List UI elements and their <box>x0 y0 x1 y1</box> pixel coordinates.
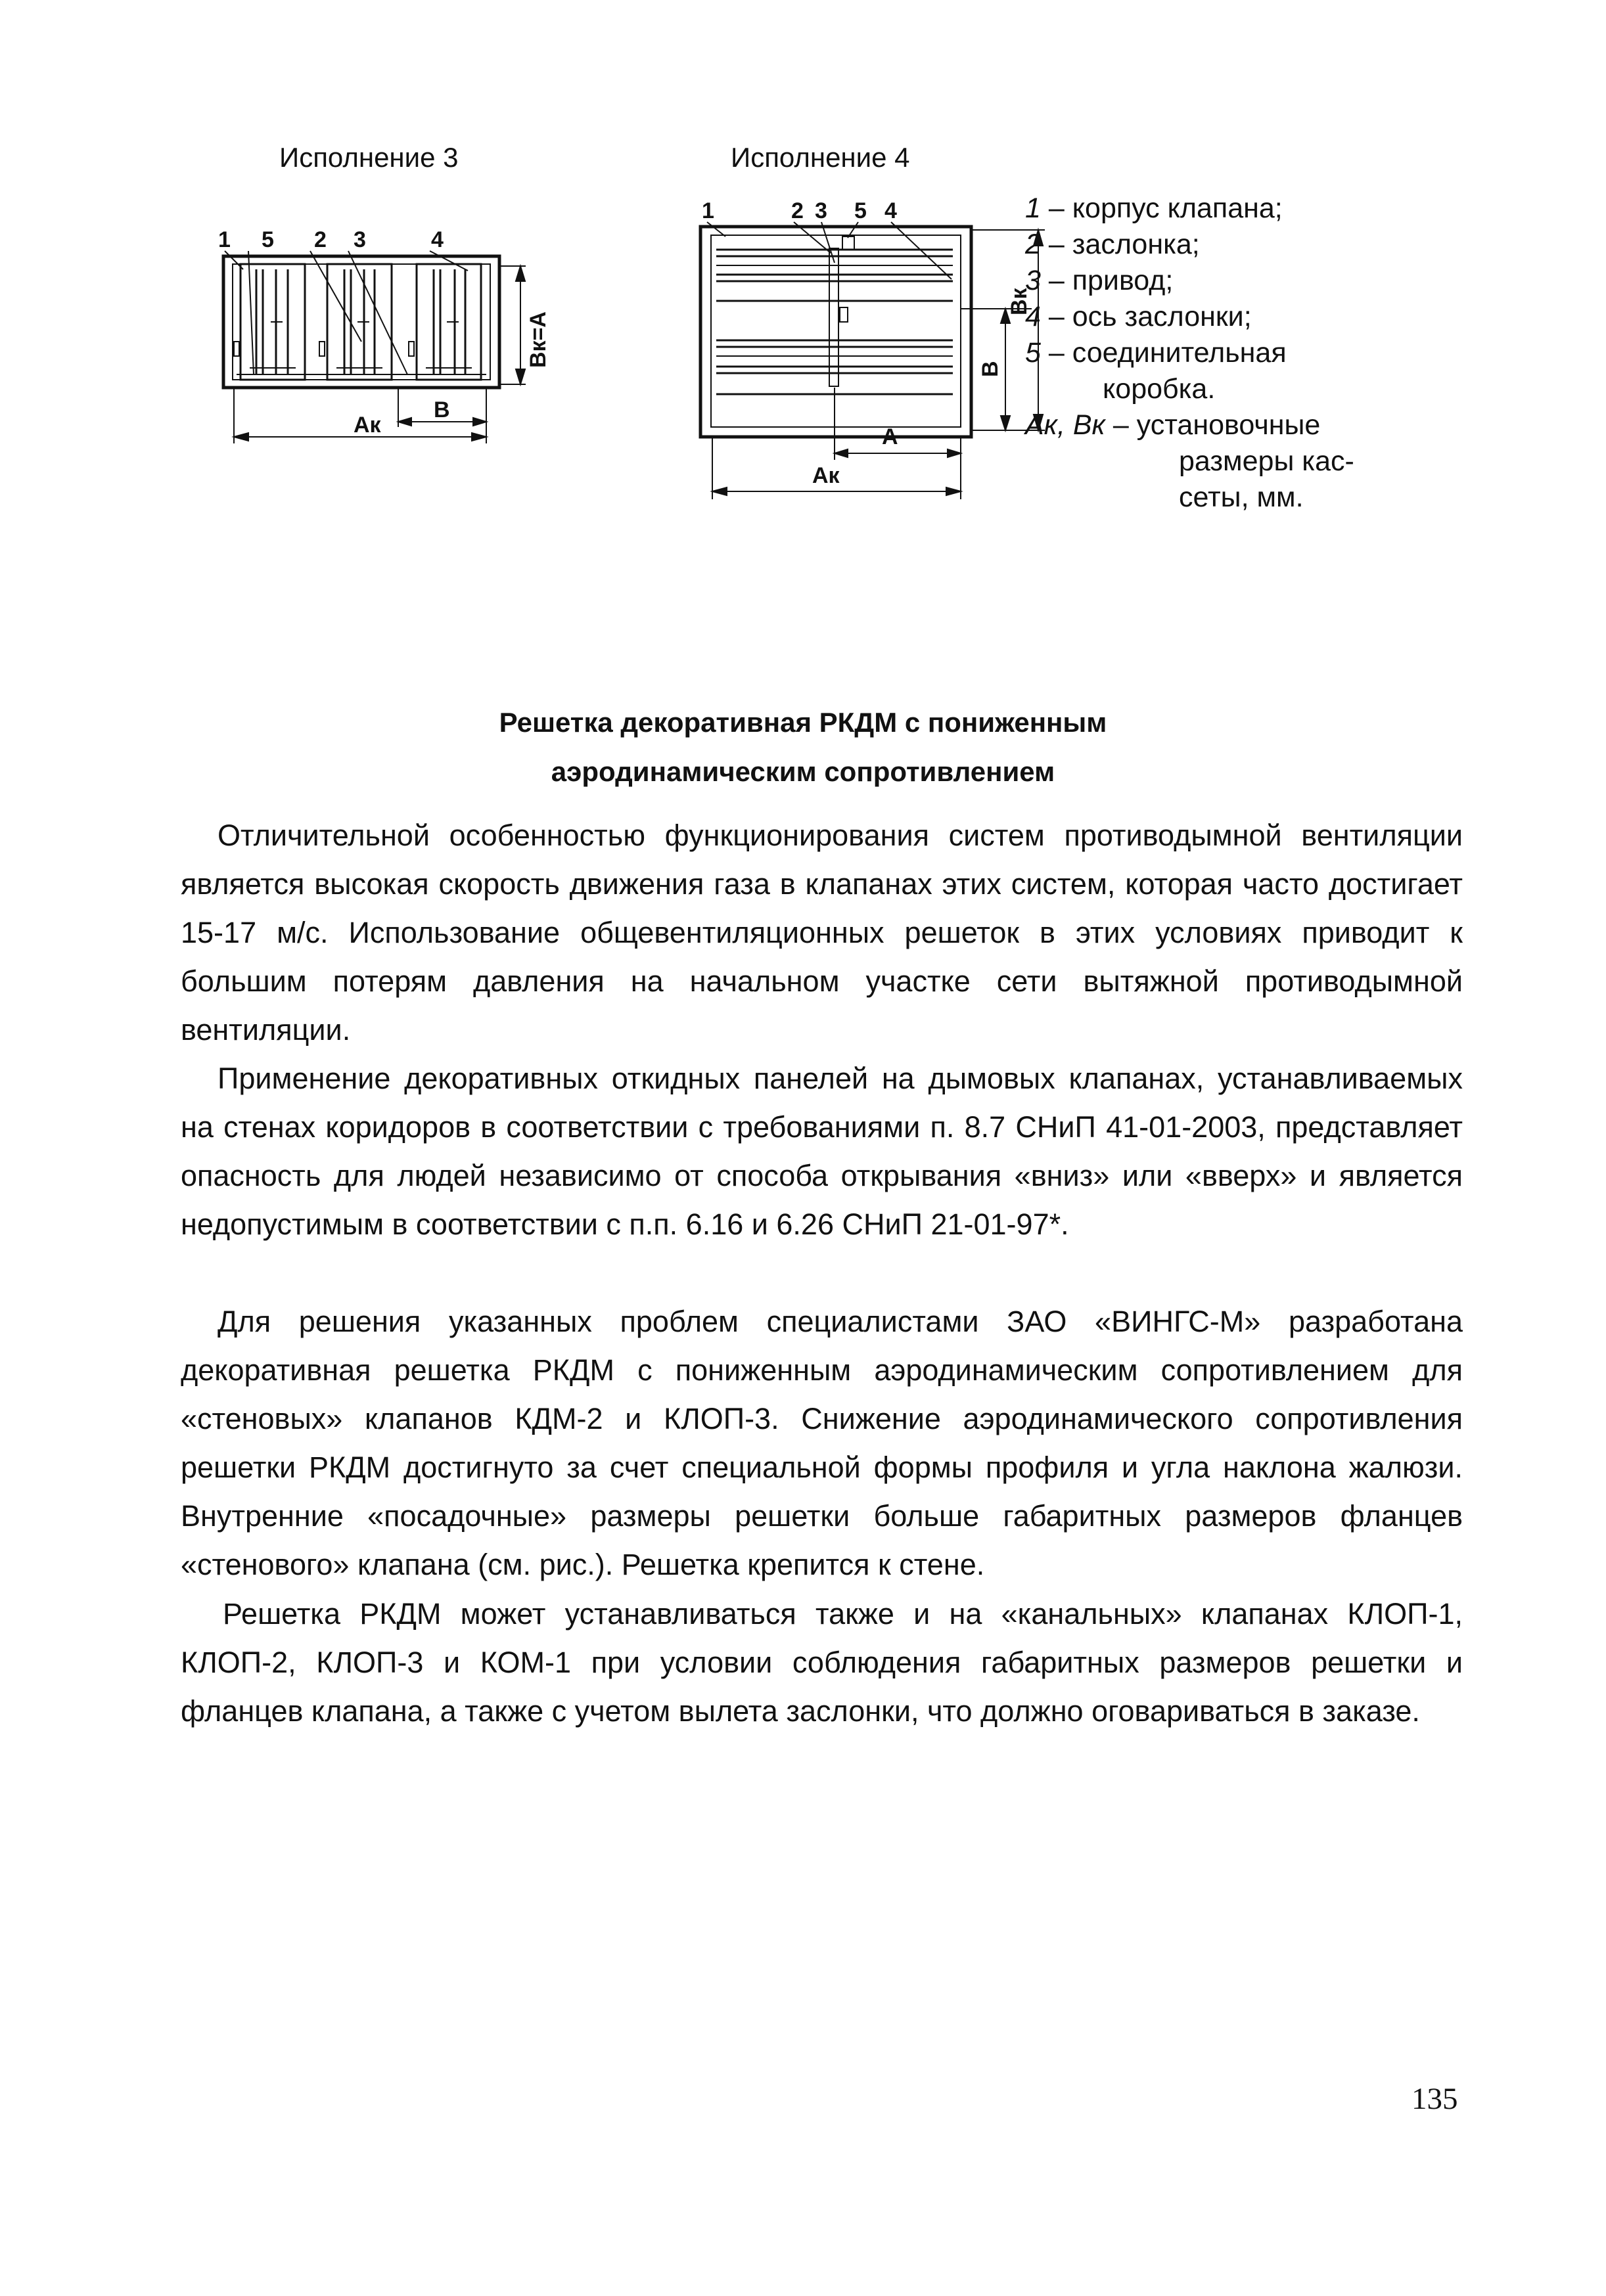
section-heading-line: аэродинамическим сопротивлением <box>551 756 1055 787</box>
callout: 5 <box>854 198 867 223</box>
figure-4-caption: Исполнение 4 <box>731 142 910 173</box>
section-heading <box>0 698 1606 796</box>
callout: 4 <box>884 198 897 223</box>
dim-ak: Ак <box>354 413 381 438</box>
page-number: 135 <box>1411 2082 1458 2116</box>
legend-item: 4 – ось заслонки; <box>1025 301 1252 332</box>
figure-variant-4-drawing <box>690 191 1058 506</box>
figure-variant-3 <box>210 210 552 453</box>
callout: 3 <box>354 227 366 252</box>
body-paragraph: Отличительной особенностью функционирования систем противодымной вентиляции является высокая скорость движения газа в клапанах этих систем, которая часто достигает 15-17 м/с. Использование общевентиляционных решеток в этих условиях приводит к большим потерям давления на начальном участке сети вытяжной противодымной вентиляции. <box>181 819 1463 1047</box>
section-heading-line: Решетка декоративная РКДМ с пониженным <box>499 707 1107 738</box>
figure-variant-4 <box>690 191 1058 506</box>
legend-item: 5 – соединительная <box>1025 337 1287 369</box>
legend-dims-continuation: размеры кас- <box>1179 445 1354 477</box>
figure-variant-3-drawing <box>210 210 552 453</box>
dim-bk-a: Bк=A <box>526 311 551 368</box>
dim-b: B <box>978 361 1003 377</box>
callout: 1 <box>218 227 231 252</box>
body-paragraph: Применение декоративных откидных панелей на дымовых клапанах, устанавливаемых на стенах коридоров в соответствии с требованиями п. 8.7 СНиП 41-01-2003, представляет опасность для людей независимо от способа открывания «вниз» или «вверх» и является недопустимым в соответствии с п.п. 6.16 и 6.26 СНиП 21-01-97*. <box>181 1062 1463 1241</box>
callout: 4 <box>431 227 444 252</box>
dim-ak: Ак <box>812 463 840 488</box>
figure-legend <box>1025 191 1393 516</box>
callout: 1 <box>702 198 714 223</box>
legend-item: 1 – корпус клапана; <box>1025 192 1283 224</box>
legend-dims-continuation: сеты, мм. <box>1179 482 1304 513</box>
dim-b: B <box>434 397 450 422</box>
legend-item: 3 – привод; <box>1025 265 1174 296</box>
legend-dims: Ак, Вк – установочные <box>1025 409 1321 441</box>
callout: 2 <box>314 227 327 252</box>
body-paragraph: Для решения указанных проблем специалистами ЗАО «ВИНГС-М» разработана декоративная решетка РКДМ с пониженным аэродинамическим сопротивлением для «стеновых» клапанов КДМ-2 и КЛОП-3. Снижение аэродинамического сопротивления решетки РКДМ достигнуто за счет специальной формы профиля и угла наклона жалюзи. Внутренние «посадочные» размеры решетки больше габаритных размеров фланцев «стенового» клапана (см. рис.). Решетка крепится к стене. <box>181 1305 1463 1581</box>
figure-3-caption: Исполнение 3 <box>279 142 459 173</box>
dim-bk: Bк <box>1007 288 1032 315</box>
dim-a: A <box>882 424 898 449</box>
body-paragraph: Решетка РКДМ может устанавливаться также и на «канальных» клапанах КЛОП-1, КЛОП-2, КЛОП-3 и КОМ-1 при условии соблюдения габаритных размеров решетки и фланцев клапана, а также с учетом вылета заслонки, что должно оговариваться в заказе. <box>181 1597 1463 1728</box>
callout: 5 <box>262 227 274 252</box>
callout: 2 <box>791 198 804 223</box>
callout: 3 <box>815 198 827 223</box>
legend-item-continuation: коробка. <box>1103 373 1216 405</box>
legend-item: 2 – заслонка; <box>1025 229 1200 260</box>
